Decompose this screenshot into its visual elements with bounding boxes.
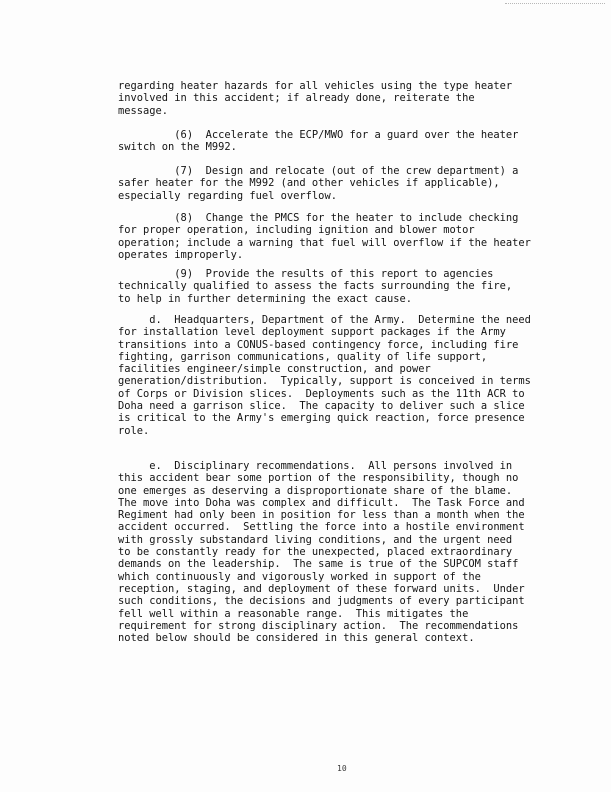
paragraph-item-7: (7) Design and relocate (out of the crew department) a safer heater for the M992 (and other vehicles if applicable), especially regarding fuel overflow.: [118, 165, 519, 202]
paragraph-section-d: d. Headquarters, Department of the Army. Determine the need for installation level deployment support packages if the Army transitions into a CONUS-based contingency force, including fire fighting, garrison communications, quality of life support, facilities engineer/simple construction, and power generation/distribution. Typically, support is conceived in terms of Corps or Division slices. Deployments such as the 11th ACR to Doha need a garrison slice. The capacity to deliver such a slice is critical to the Army's emerging quick reaction, force presence role.: [118, 314, 531, 437]
paragraph-item-9: (9) Provide the results of this report to agencies technically qualified to assess the facts surrounding the fire, to help in further determining the exact cause.: [118, 268, 513, 305]
paragraph-item-6: (6) Accelerate the ECP/MWO for a guard over the heater switch on the M992.: [118, 129, 519, 154]
paragraph-section-e: e. Disciplinary recommendations. All persons involved in this accident bear some portion of the responsibility, though no one emerges as deserving a disproportionate share of the blame. The move into Doha was complex and difficult. The Task Force and Regiment had only been in position for less than a month when the accident occurred. Settling the force into a hostile environment with grossly substandard living conditions, and the urgent need to be constantly ready for the unexpected, placed extraordinary demands on the leadership. The same is true of the SUPCOM staff which continuously and vigorously worked in support of the reception, staging, and deployment of these forward units. Under such conditions, the decisions and judgments of every participant fell well within a reasonable range. This mitigates the requirement for strong disciplinary action. The recommendations noted below should be considered in this general context.: [118, 460, 525, 645]
paragraph-item-8: (8) Change the PMCS for the heater to include checking for proper operation, including ignition and blower motor operation; include a warning that fuel will overflow if the heater operates improperly.: [118, 212, 531, 261]
scan-artifact-line: [505, 3, 605, 6]
paragraph-heater-hazards-continued: regarding heater hazards for all vehicles using the type heater involved in this accident; if already done, reiterate the message.: [118, 80, 513, 117]
page-number: 10: [337, 764, 347, 773]
